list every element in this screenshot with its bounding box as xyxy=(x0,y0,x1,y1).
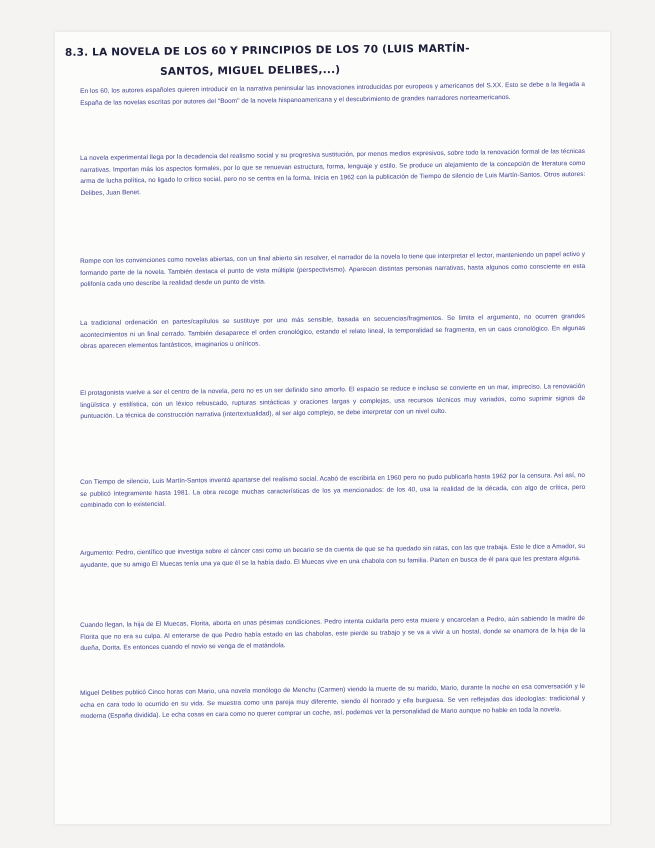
paragraph-protagonist: El protagonista vuelve a ser el centro de la novela, pero no es un ser definido sino amorfo. El espacio se reduce e incluso se convierte en un mar, impreciso. La renovación lingüística y estilística, con un léxico rebuscado, rupturas sintácticas y oraciones largas y complejas, usa recursos técnicos muy variados, como suprimir signos de puntuación. La técnica de construcción narrativa (intertextualidad), al ser algo complejo, se debe interpretar con un nivel culto. xyxy=(80,382,586,421)
paragraph-experimental-novel: La novela experimental llega por la decadencia del realismo social y su progresiva sustitución, por menos medios expresivos, sobre todo la renovación formal de las técnicas narrativas. Importan más los aspectos formales, por lo que se renuevan estructura, forma, lenguaje y estilo. Se produce un alejamiento de la concepción de literatura como arma de lucha política, no ligado lo crítico social, pero no se centra en la forma. Inicia en 1962 con la publicación de Tiempo de silencio de Luis Martín-Santos. Otros autores: Delibes, Juan Benet. xyxy=(80,147,586,197)
paragraph-delibes: Miguel Delibes publicó Cinco horas con Mario, una novela monólogo de Menchu (Carmen) viendo la muerte de su marido, Mario, durante la noche en esa conversación y le echa en cara todo lo ocurrido en su vida. Se muestra como una pareja muy diferente, siendo él honrado y ella burguesa. Se ven reflejadas dos ideologías: tradicional y moderna (España dividida). Le echa cosas en cara como no querer comprar un coche, así, podemos ver la personalidad de Mario aunque no hable en toda la novela. xyxy=(80,682,586,721)
paragraph-structure: La tradicional ordenación en partes/capítulos se sustituye por uno más sensible, basada en secuencias/fragmentos. Se limita el argumento, no ocurren grandes acontecimientos ni un final cerrado. También desaparece el orden cronológico, estando el relato lineal, la temporalidad se fragmenta, en un caos cronológico. En algunas obras aparecen elementos fantásticos, imaginarios u oníricos. xyxy=(80,312,586,351)
title-line-1: 8.3. LA NOVELA DE LOS 60 Y PRINCIPIOS DE LOS 70 (LUIS MARTÍN- xyxy=(64,42,470,59)
paragraph-plot-continued: Cuando llegan, la hija de El Muecas, Florita, aborta en unas pésimas condiciones. Pedro intenta cuidarla pero esta muere y encarcelan a Pedro, aún sabiendo la madre de Florita que no era su culpa. Al enterarse de que Pedro había estado en las chabolas, este pierde su trabajo y se va a vivir a un hostal, donde se enamora de la hija de la dueña, Dorita. Es entonces cuando el novio se venga de el matándola. xyxy=(80,614,586,653)
title-line-2: SANTOS, MIGUEL DELIBES,...) xyxy=(160,63,341,78)
paragraph-tiempo-de-silencio: Con Tiempo de silencio, Luis Martín-Santos inventó apartarse del realismo social. Acabó de escribirla en 1960 pero no pudo publicarla hasta 1962 por la censura. Así así, no se publicó íntegramente hasta 1981. La obra recoge muchas características de los ya mencionados: de los 40, usa la realidad de la década, con algo de crítica, pero combinado con lo existencial. xyxy=(80,471,586,510)
page-title xyxy=(65,37,605,83)
paragraph-conventions: Rompe con los convenciones como novelas abiertas, con un final abierto sin resolver, el narrador de la novela lo tiene que interpretar el lector, manteniendo un papel activo y formando parte de la novela. También destaca el punto de vista múltiple (perspectivismo). Aparecen distintas personas narrativas, hasta algunos como consciente en esta polifonía cada uno describe la realidad desde un punto de vista. xyxy=(80,250,586,289)
paragraph-argument: Argumento: Pedro, científico que investiga sobre el cáncer casi como un becario se da cuenta de que se ha quedado sin ratas, con las que trabaja. Este le dice a Amador, su ayudante, que su amigo El Muecas tenía una ya que él se la había dado. El Muecas vive en una chabola con su familia. Parten en busca de él para que les prestara alguna. xyxy=(80,542,586,569)
paragraph-intro: En los 60, los autores españoles quieren introducir en la narrativa peninsular las innovaciones introducidas por europeos y americanos del S.XX. Esto se debe a la llegada a España de las novelas escritas por autores del "Boom" de la novela hispanoamericana y el descubrimiento de grandes narradores norteamericanos. xyxy=(80,80,586,107)
